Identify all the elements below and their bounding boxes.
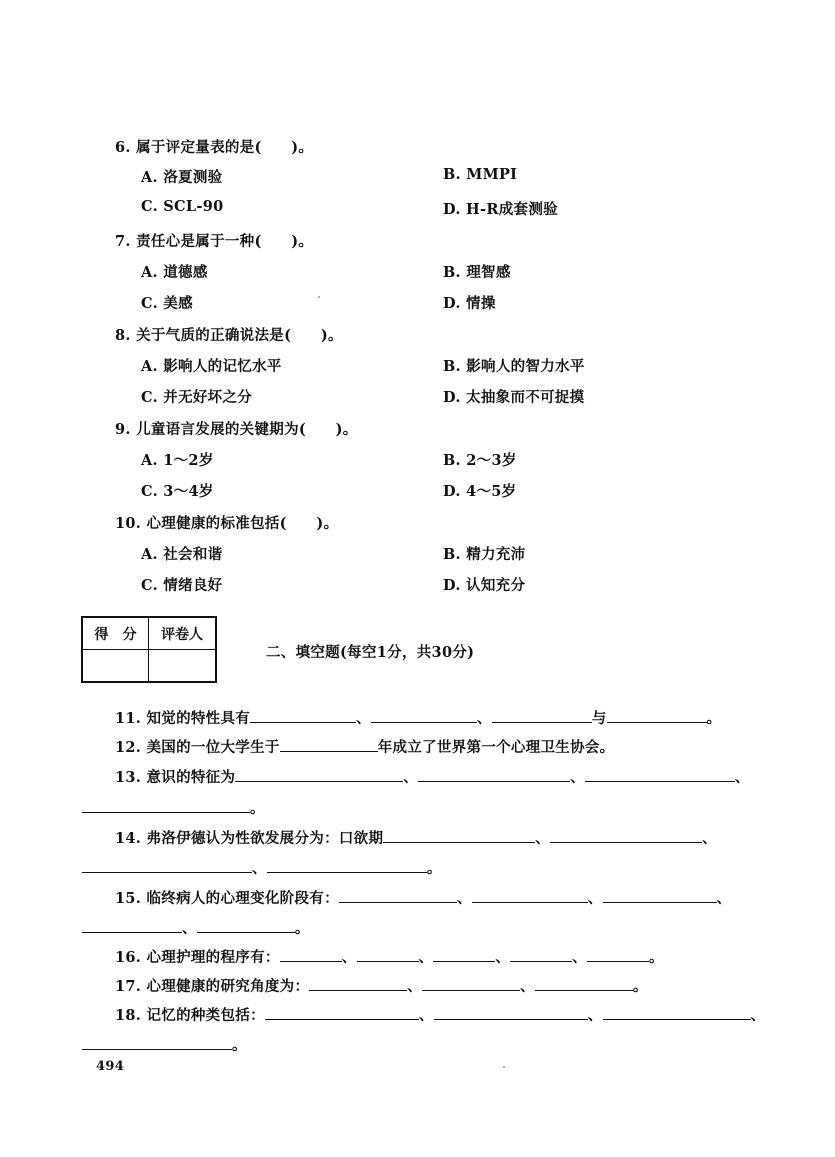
question-18-cont: 。 bbox=[82, 1034, 247, 1055]
blank[interactable] bbox=[235, 767, 403, 782]
blank[interactable] bbox=[280, 947, 342, 962]
q6-option-a: A. 洛夏测验 bbox=[141, 169, 223, 186]
blank[interactable] bbox=[250, 708, 356, 723]
blank[interactable] bbox=[492, 708, 592, 723]
blank[interactable] bbox=[587, 947, 649, 962]
question-15-cont: 、 。 bbox=[82, 917, 310, 938]
blank[interactable] bbox=[383, 828, 535, 843]
blank[interactable] bbox=[280, 737, 378, 752]
question-6: 6. 属于评定量表的是( )。 bbox=[115, 139, 314, 156]
blank[interactable] bbox=[434, 1005, 588, 1020]
question-13: 13. 意识的特征为 、 、 、 bbox=[115, 769, 750, 786]
blank[interactable] bbox=[535, 976, 633, 991]
q8-option-a: A. 影响人的记忆水平 bbox=[141, 358, 282, 375]
blank[interactable] bbox=[607, 708, 707, 723]
q6-option-c: C. SCL-90 bbox=[141, 198, 224, 215]
blank[interactable] bbox=[357, 947, 419, 962]
score-header: 得 分 bbox=[82, 617, 149, 650]
question-13-cont: 。 bbox=[82, 797, 265, 818]
grader-header: 评卷人 bbox=[149, 617, 217, 650]
blank[interactable] bbox=[510, 947, 572, 962]
question-18: 18. 记忆的种类包括： 、 、 、 bbox=[115, 1007, 766, 1024]
q9-option-b: B. 2～3岁 bbox=[443, 452, 517, 469]
question-10: 10. 心理健康的标准包括( )。 bbox=[115, 515, 339, 532]
q7-option-d: D. 情操 bbox=[443, 295, 496, 312]
question-7: 7. 责任心是属于一种( )。 bbox=[115, 233, 314, 250]
question-15: 15. 临终病人的心理变化阶段有： 、 、 、 bbox=[115, 890, 732, 907]
question-14-cont: 、 。 bbox=[82, 857, 442, 878]
question-17: 17. 心理健康的研究角度为： 、 、 。 bbox=[115, 978, 648, 995]
blank[interactable] bbox=[585, 767, 735, 782]
question-8: 8. 关于气质的正确说法是( )。 bbox=[115, 327, 343, 344]
q6-option-b: B. MMPI bbox=[443, 166, 518, 183]
q7-option-c: C. 美感 bbox=[141, 295, 193, 312]
q8-option-d: D. 太抽象而不可捉摸 bbox=[443, 389, 585, 406]
blank[interactable] bbox=[267, 858, 427, 873]
scan-speck bbox=[503, 1066, 505, 1068]
blank[interactable] bbox=[550, 828, 702, 843]
question-14: 14. 弗洛伊德认为性欲发展分为：口欲期 、 、 bbox=[115, 830, 717, 847]
blank[interactable] bbox=[82, 858, 252, 873]
question-12: 12. 美国的一位大学生于 年成立了世界第一个心理卫生协会。 bbox=[115, 739, 615, 756]
q9-option-d: D. 4～5岁 bbox=[443, 483, 517, 500]
blank[interactable] bbox=[82, 798, 250, 813]
question-11: 11. 知觉的特性具有 、 、 与 。 bbox=[115, 710, 722, 727]
q10-option-d: D. 认知充分 bbox=[443, 577, 526, 594]
page-number: 494 bbox=[96, 1059, 125, 1074]
score-table bbox=[81, 616, 217, 683]
blank[interactable] bbox=[197, 918, 295, 933]
scan-speck bbox=[318, 296, 320, 298]
q9-option-c: C. 3～4岁 bbox=[141, 483, 214, 500]
blank[interactable] bbox=[265, 1005, 419, 1020]
blank[interactable] bbox=[418, 767, 570, 782]
q8-option-b: B. 影响人的智力水平 bbox=[443, 358, 585, 375]
grader-cell[interactable] bbox=[149, 650, 217, 683]
blank[interactable] bbox=[371, 708, 477, 723]
q6-option-d: D. H-R成套测验 bbox=[443, 201, 558, 218]
blank[interactable] bbox=[339, 888, 457, 903]
blank[interactable] bbox=[82, 918, 182, 933]
q9-option-a: A. 1～2岁 bbox=[141, 452, 214, 469]
q8-option-c: C. 并无好坏之分 bbox=[141, 389, 253, 406]
q10-option-b: B. 精力充沛 bbox=[443, 546, 526, 563]
section-title: 二、填空题(每空1分，共30分) bbox=[266, 644, 475, 661]
blank[interactable] bbox=[422, 976, 520, 991]
q7-option-b: B. 理智感 bbox=[443, 264, 511, 281]
blank[interactable] bbox=[309, 976, 407, 991]
question-9: 9. 儿童语言发展的关键期为( )。 bbox=[115, 421, 358, 438]
blank[interactable] bbox=[472, 888, 588, 903]
question-16: 16. 心理护理的程序有： 、 、 、 、 。 bbox=[115, 949, 664, 966]
blank[interactable] bbox=[82, 1035, 232, 1050]
q10-option-c: C. 情绪良好 bbox=[141, 577, 223, 594]
blank[interactable] bbox=[603, 888, 717, 903]
q7-option-a: A. 道德感 bbox=[141, 264, 208, 281]
blank[interactable] bbox=[433, 947, 495, 962]
q10-option-a: A. 社会和谐 bbox=[141, 546, 223, 563]
score-cell[interactable] bbox=[82, 650, 149, 683]
blank[interactable] bbox=[603, 1005, 751, 1020]
